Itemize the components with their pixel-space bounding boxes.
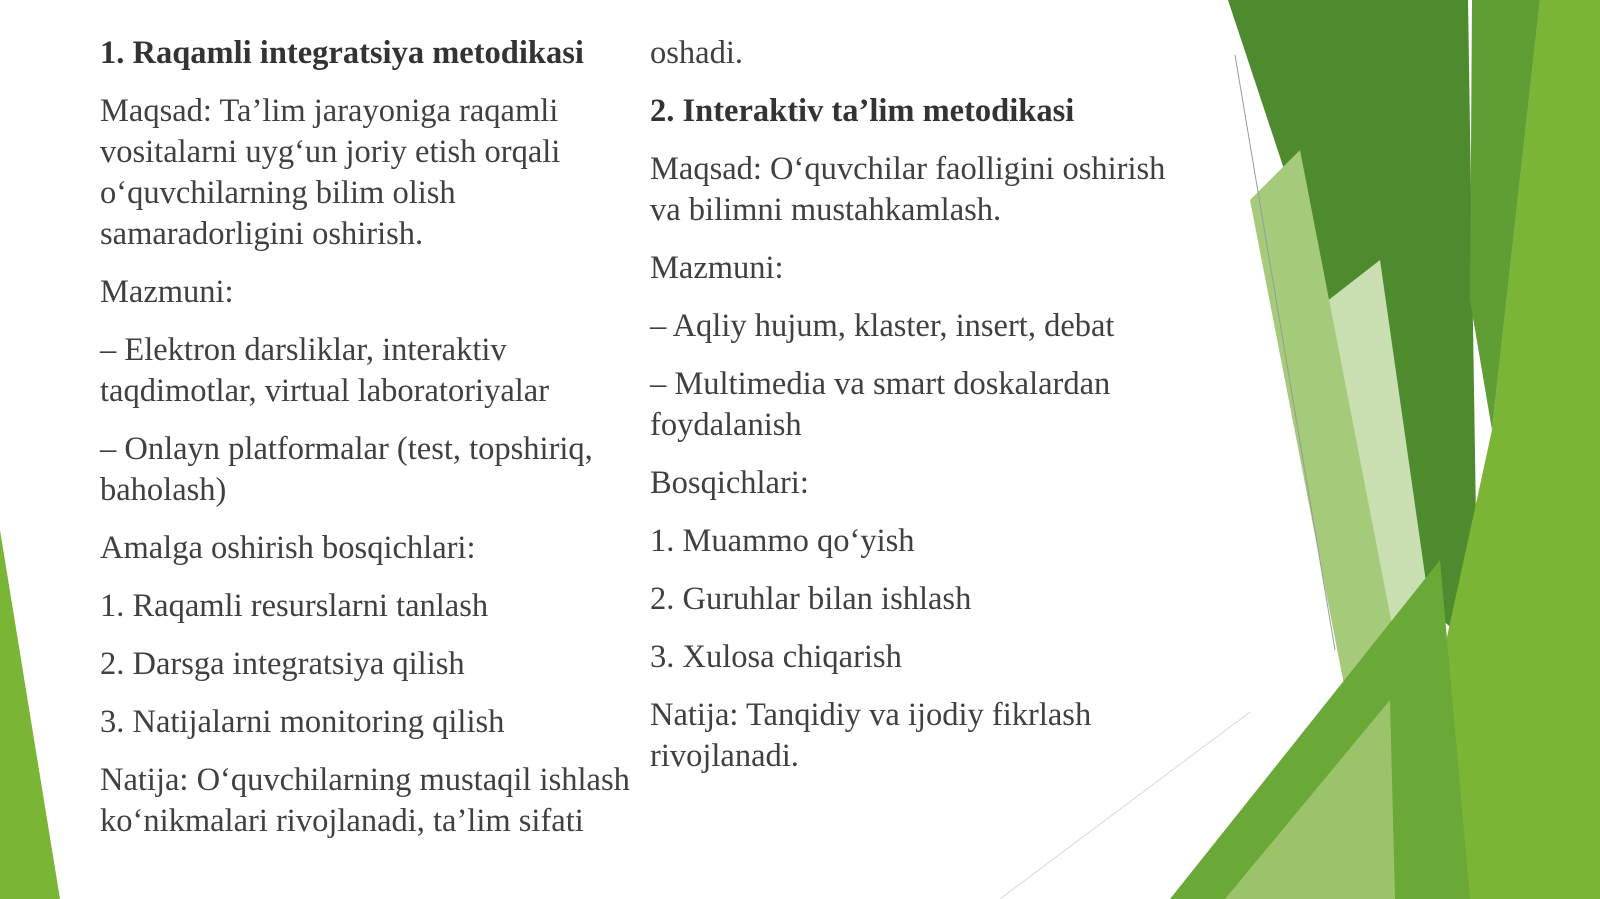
section1-steps-label: Amalga oshirish bosqichlari: bbox=[100, 530, 476, 566]
section2-result: Natija: Tanqidiy va ijodiy fikrlash rivojlanadi. bbox=[650, 697, 1092, 774]
section1-content-item: – Elektron darsliklar, interaktiv taqdimotlar, virtual laboratoriyalar bbox=[100, 332, 550, 409]
section1-step: 3. Natijalarni monitoring qilish bbox=[100, 704, 505, 740]
section1-content-label: Mazmuni: bbox=[100, 274, 234, 310]
section2-heading: 2. Interaktiv ta’lim metodikasi bbox=[650, 93, 1075, 129]
section2-step: 3. Xulosa chiqarish bbox=[650, 639, 902, 675]
section2-step: 1. Muammo qo‘yish bbox=[650, 523, 915, 559]
section2-steps-label: Bosqichlari: bbox=[650, 465, 809, 501]
section1-result: Natija: O‘quvchilarning mustaqil ishlash ko‘nikmalari rivojlanadi, ta’lim sifati oshadi. bbox=[100, 35, 743, 839]
left-green-shard bbox=[0, 530, 60, 899]
slide-content bbox=[100, 33, 1200, 863]
section1-heading: 1. Raqamli integratsiya metodikasi bbox=[100, 35, 584, 71]
section1-step: 1. Raqamli resurslarni tanlash bbox=[100, 588, 489, 624]
section2-content-item: – Multimedia va smart doskalardan foydalanish bbox=[650, 366, 1111, 443]
section1-goal: Maqsad: Ta’lim jarayoniga raqamli vositalarni uyg‘un joriy etish orqali o‘quvchilarning bilim olish samaradorligini oshirish. bbox=[100, 93, 561, 252]
section2-content-label: Mazmuni: bbox=[650, 250, 784, 286]
section2-content-item: – Aqliy hujum, klaster, insert, debat bbox=[650, 308, 1115, 344]
section1-step: 2. Darsga integratsiya qilish bbox=[100, 646, 465, 682]
section2-step: 2. Guruhlar bilan ishlash bbox=[650, 581, 972, 617]
section2-goal: Maqsad: O‘quvchilar faolligini oshirish va bilimni mustahkamlash. bbox=[650, 151, 1166, 228]
section1-content-item: – Onlayn platformalar (test, topshiriq, baholash) bbox=[100, 431, 593, 508]
